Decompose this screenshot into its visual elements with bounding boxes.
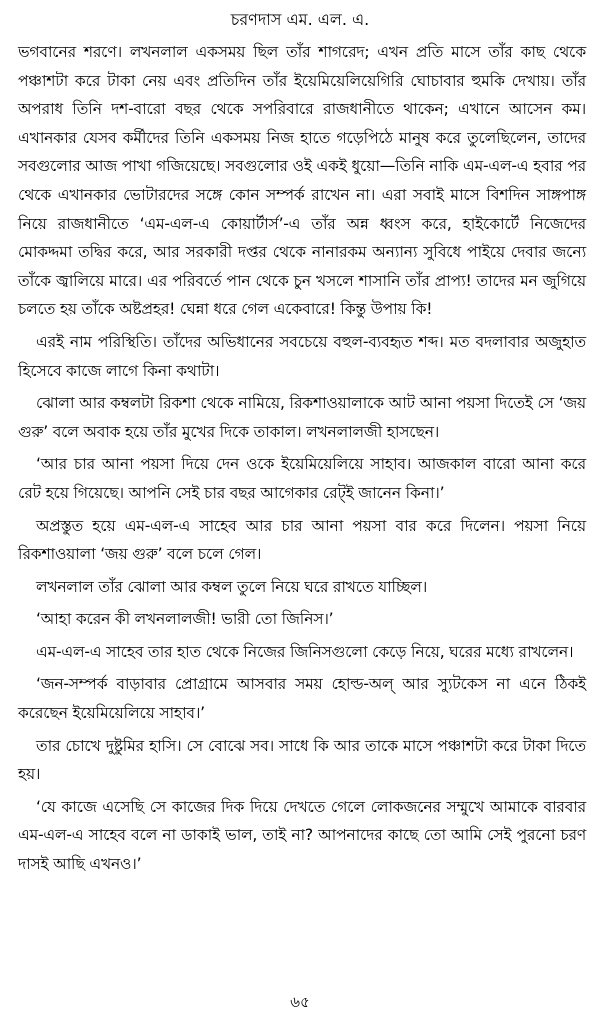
paragraph-10: তার চোখে দুষ্টুমির হাসি। সে বোঝে সব। সাধে কি আর তাকে মাসে পঞ্চাশটা করে টাকা দিতে হয়। [18,736,586,784]
paragraph-8: এম-এল-এ সাহেব তার হাত থেকে নিজের জিনিসগুলো কেড়ে নিয়ে, ঘরের মধ্যে রাখলেন। [36,642,574,661]
paragraph-3: ঝোলা আর কম্বলটা রিকশা থেকে নামিয়ে, রিকশাওয়ালাকে আট আনা পয়সা দিতেই সে ‘জয় গুরু’ বলে অবাক হয়ে তাঁর মুখের দিকে তাকাল। লখনলালজী হাসছেন। [18,394,586,441]
paragraph-2: এরই নাম পরিস্থিতি। তাঁদের অভিধানের সবচেয়ে বহুল-ব্যবহৃত শব্দ। মত বদলাবার অজুহাত হিসেবে কাজে লাগে কিনা কথাটা। [18,332,586,380]
paragraph-9: ‘জন-সম্পর্ক বাড়াবার প্রোগ্রামে আসবার সময় হোল্ড-অল্‌ আর স্যুটকেস না এনে ঠিকই করেছেন ইয়েমিয়েলিয়ে সাহাব।’ [18,675,586,723]
paragraph-6: লখনলাল তাঁর ঝোলা আর কম্বল তুলে নিয়ে ঘরে রাখতে যাচ্ছিল। [36,577,428,596]
paragraph-7: ‘আহা করেন কী লখনলালজী! ভারী তো জিনিস।’ [36,610,334,629]
paragraph-5: অপ্রস্তুত হয়ে এম-এল-এ সাহেব আর চার আনা পয়সা বার করে দিলেন। পয়সা নিয়ে রিকশাওয়ালা ‘জয় গুরু’ বলে চলে গেল। [18,516,586,564]
paragraph-1: ভগবানের শরণে। লখনলাল একসময় ছিল তাঁর শাগরেদ; এখন প্রতি মাসে তাঁর কাছ থেকে পঞ্চাশটা করে টাকা নেয় এবং প্রতিদিন তাঁর ইয়েমিয়েলিয়েগিরি ঘোচাবার হুমকি দেখায়। তাঁর অপরাধ তিনি দশ-বারো বছর থেকে সপরিবারে রাজধানীতে থাকেন; এখানে আসেন কম। এখানকার যেসব কর্মীদের তিনি একসময় নিজ হাতে গড়েপিঠে মানুষ করে তুলেছিলেন, তাদের সবগুলোর আজ পাখা গজিয়েছে। সবগুলোর ওই একই ধুয়ো—তিনি নাকি এম-এল-এ হবার পর থেকে এখানকার ভোটারদের সঙ্গে কোন সম্পর্ক রাখেন না। এরা সবাই মাসে বিশদিন সাঙ্গপাঙ্গ নিয়ে রাজধানীতে ‘এম-এল-এ কোয়ার্টার্স’-এ তাঁর অন্ন ধ্বংস করে, হাইকোর্টে নিজেদের মোকদ্দমা তদ্বির করে, আর সরকারী দপ্তর থেকে নানারকম অন্যান্য সুবিধে পাইয়ে দেবার জন্যে তাঁকে জ্বালিয়ে মারে। এর পরিবর্তে পান থেকে চুন খসলে শাসানি তাঁর প্রাপ্য! তাদের মন জুগিয়ে চলতে হয় তাঁকে অষ্টপ্রহর! ঘেন্না ধরে গেল একেবারে! কিন্তু উপায় কি! [18,43,586,319]
body-text [18,38,586,883]
paragraph-4: ‘আর চার আনা পয়সা দিয়ে দেন ওকে ইয়েমিয়েলিয়ে সাহাব। আজকাল বারো আনা করে রেট হয়ে গিয়েছে। আপনি সেই চার বছর আগেকার রেট্‌ই জানেন কিনা।’ [18,455,586,502]
page-number: ৬৫ [290,993,310,1011]
paragraph-11: ‘যে কাজে এসেছি সে কাজের দিক দিয়ে দেখতে গেলে লোকজনের সম্মুখে আমাকে বারবার এম-এল-এ সাহেব বলে না ডাকাই ভাল, তাই না? আপনাদের কাছে তো আমি সেই পুরনো চরণ দাসই আছি এখনও।’ [18,797,586,874]
running-header: চরণদাস এম. এল. এ. [230,10,370,29]
